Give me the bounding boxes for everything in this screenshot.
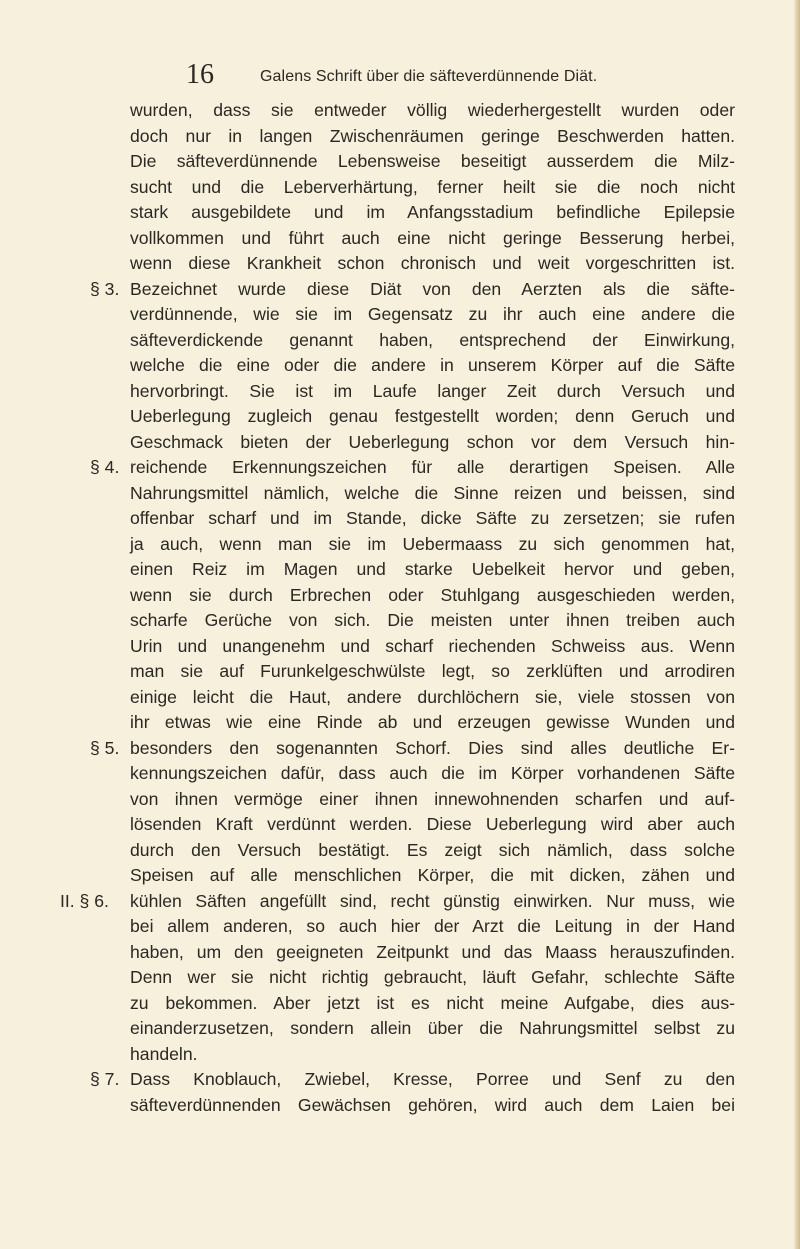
line-text: von ihnen vermöge einer ihnen innewohnenden scharfen und auf- [130, 788, 735, 809]
line-text: Speisen auf alle menschlichen Körper, die mit dicken, zähen und [130, 865, 735, 885]
text-line [0, 710, 800, 736]
text-line [0, 302, 800, 328]
line-text: besonders den sogenannten Schorf. Dies sind alles deutliche Er- [130, 737, 735, 758]
body-text [0, 98, 800, 1118]
line-text: kennungszeichen dafür, dass auch die im Körper vorhandenen Säfte [130, 763, 735, 783]
text-line [0, 226, 800, 252]
line-text: durch den Versuch bestätigt. Es zeigt sich nämlich, dass solche [130, 839, 735, 860]
text-line [0, 430, 800, 456]
line-text: vollkommen und führt auch eine nicht geringe Besserung herbei, [130, 227, 735, 248]
text-line [0, 659, 800, 685]
line-text: ja auch, wenn man sie im Uebermaass zu sich genommen hat, [130, 533, 735, 554]
line-text: wurden, dass sie entweder völlig wiederhergestellt wurden oder [130, 100, 735, 120]
text-line [0, 838, 800, 864]
text-line [0, 149, 800, 175]
line-text: Ueberlegung zugleich genau festgestellt worden; denn Geruch und [130, 406, 735, 426]
text-line [0, 353, 800, 379]
line-text: kühlen Säften angefüllt sind, recht günstig einwirken. Nur muss, wie [130, 890, 735, 911]
text-line [0, 608, 800, 634]
line-text: Die säfteverdünnende Lebensweise beseitigt ausserdem die Milz- [130, 151, 735, 171]
text-line [0, 328, 800, 354]
line-text: zu bekommen. Aber jetzt ist es nicht meine Aufgabe, dies aus- [130, 992, 735, 1013]
text-line [0, 481, 800, 507]
text-line [0, 991, 800, 1017]
text-line [0, 1042, 800, 1068]
line-text: man sie auf Furunkelgeschwülste legt, so zerklüften und arrodiren [130, 661, 735, 681]
line-text: offenbar scharf und im Stande, dicke Säfte zu zersetzen; sie rufen [130, 508, 735, 528]
line-text: wenn diese Krankheit schon chronisch und weit vorgeschritten ist. [130, 253, 735, 273]
line-text: einanderzusetzen, sondern allein über die Nahrungsmittel selbst zu [130, 1018, 735, 1038]
page-number: 16 [186, 59, 214, 90]
text-line [0, 583, 800, 609]
text-line [0, 557, 800, 583]
line-text: sucht und die Leberverhärtung, ferner heilt sie die noch nicht [130, 176, 735, 197]
text-line [0, 787, 800, 813]
line-text: handeln. [130, 1043, 198, 1064]
line-text: ihr etwas wie eine Rinde ab und erzeugen gewisse Wunden und [130, 712, 735, 732]
text-line [0, 812, 800, 838]
line-text: stark ausgebildete und im Anfangsstadium befindliche Epilepsie [130, 202, 735, 222]
line-text: lösenden Kraft verdünnt werden. Diese Ueberlegung wird aber auch [130, 814, 735, 834]
line-text: einen Reiz im Magen und starke Uebelkeit hervor und geben, [130, 559, 735, 579]
text-line [0, 175, 800, 201]
line-text: Nahrungsmittel nämlich, welche die Sinne reizen und beissen, sind [130, 482, 735, 503]
text-line [0, 965, 800, 991]
text-line [0, 736, 800, 762]
line-text: reichende Erkennungszeichen für alle derartigen Speisen. Alle [130, 457, 735, 477]
line-text: Bezeichnet wurde diese Diät von den Aerzten als die säfte- [130, 278, 735, 299]
line-text: säfteverdünnenden Gewächsen gehören, wird auch dem Laien bei [130, 1094, 735, 1115]
line-text: verdünnende, wie sie im Gegensatz zu ihr auch eine andere die [130, 304, 735, 324]
text-line [0, 124, 800, 150]
text-line [0, 379, 800, 405]
line-text: scharfe Gerüche von sich. Die meisten unter ihnen treiben auch [130, 610, 735, 630]
text-line [0, 251, 800, 277]
text-line [0, 98, 800, 124]
line-text: bei allem anderen, so auch hier der Arzt die Leitung in der Hand [130, 916, 735, 936]
running-title: Galens Schrift über die säfteverdünnende Diät. [260, 68, 598, 85]
text-line [0, 1067, 800, 1093]
section-marker: § 7. [90, 1069, 120, 1089]
text-line [0, 532, 800, 558]
line-text: einige leicht die Haut, andere durchlöchern sie, viele stossen von [130, 686, 735, 707]
line-text: Dass Knoblauch, Zwiebel, Kresse, Porree und Senf zu den [130, 1069, 735, 1089]
text-line [0, 863, 800, 889]
text-line [0, 940, 800, 966]
line-text: Geschmack bieten der Ueberlegung schon vor dem Versuch hin- [130, 431, 735, 452]
line-text: haben, um den geeigneten Zeitpunkt und das Maass herauszufinden. [130, 941, 735, 962]
text-line [0, 634, 800, 660]
text-line [0, 761, 800, 787]
section-marker: § 4. [90, 457, 120, 477]
text-line [0, 685, 800, 711]
line-text: wenn sie durch Erbrechen oder Stuhlgang ausgeschieden werden, [130, 584, 735, 605]
line-text: Denn wer sie nicht richtig gebraucht, läuft Gefahr, schlechte Säfte [130, 967, 735, 987]
text-line [0, 200, 800, 226]
text-line [0, 404, 800, 430]
text-line [0, 889, 800, 915]
text-line [0, 277, 800, 303]
section-marker: II. § 6. [60, 890, 109, 911]
section-marker: § 5. [90, 737, 120, 758]
text-line [0, 914, 800, 940]
line-text: welche die eine oder die andere in unserem Körper auf die Säfte [130, 355, 735, 375]
page-header [0, 58, 800, 94]
line-text: hervorbringt. Sie ist im Laufe langer Zeit durch Versuch und [130, 380, 735, 401]
text-line [0, 1093, 800, 1119]
text-line [0, 455, 800, 481]
text-line [0, 506, 800, 532]
line-text: säfteverdickende genannt haben, entsprechend der Einwirkung, [130, 329, 735, 350]
section-marker: § 3. [90, 278, 120, 299]
text-line [0, 1016, 800, 1042]
line-text: Urin und unangenehm und scharf riechenden Schweiss aus. Wenn [130, 635, 735, 656]
line-text: doch nur in langen Zwischenräumen geringe Beschwerden hatten. [130, 125, 735, 146]
